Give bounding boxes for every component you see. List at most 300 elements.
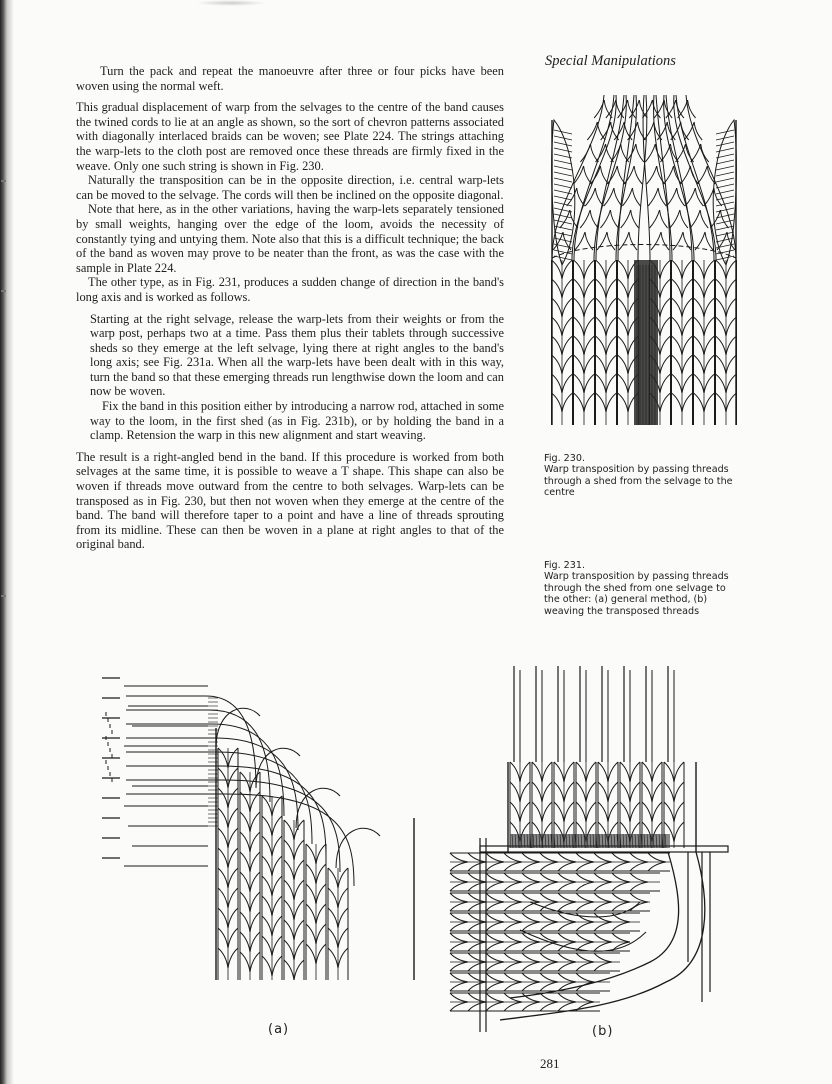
horizontal-braid-leaf [630, 853, 648, 862]
horizontal-braid-leaf [522, 922, 540, 931]
woven-column-leaf [218, 768, 228, 788]
woven-column-leaf [228, 748, 238, 768]
horizontal-braid-leaf [486, 862, 504, 871]
horizontal-braid-leaf [594, 882, 612, 891]
braid-column-leaf [584, 374, 595, 393]
braid-column-leaf [672, 355, 683, 374]
edge-mark [1, 595, 6, 597]
woven-column-leaf [576, 802, 586, 822]
strand-leaf [600, 210, 610, 228]
braid-column-leaf [584, 336, 595, 355]
woven-column-leaf [328, 928, 338, 948]
horizontal-braid-leaf [486, 922, 504, 931]
page-binding-shadow [0, 0, 14, 1084]
woven-column-leaf [250, 892, 260, 912]
horizontal-braid-leaf [486, 882, 504, 891]
horizontal-braid-leaf [522, 873, 540, 882]
woven-column-leaf [228, 848, 238, 868]
braid-column-leaf [694, 336, 705, 355]
horizontal-braid-leaf [450, 982, 468, 991]
horizontal-braid-leaf [522, 1002, 540, 1011]
lobe-hatch [554, 142, 572, 146]
woven-column-leaf [262, 836, 272, 856]
horizontal-braid-leaf [504, 962, 522, 971]
horizontal-braid-leaf [504, 913, 522, 922]
braid-column-leaf [596, 355, 607, 374]
woven-column-leaf [564, 802, 574, 822]
woven-column-leaf [218, 948, 228, 968]
horizontal-braid-leaf [468, 893, 486, 902]
woven-column-leaf [586, 802, 596, 822]
horizontal-braid-leaf [576, 882, 594, 891]
strand-leaf [673, 232, 683, 250]
horizontal-braid-leaf [450, 993, 468, 1002]
lobe-hatch [554, 178, 572, 182]
woven-column-leaf [240, 932, 250, 952]
horizontal-braid-leaf [594, 922, 612, 931]
horizontal-braid-leaf [594, 893, 612, 902]
woven-column-leaf [316, 884, 326, 904]
woven-column-leaf [316, 944, 326, 964]
horizontal-braid-leaf [486, 993, 504, 1002]
braid-column-leaf [672, 279, 683, 298]
braid-column-leaf [574, 374, 585, 393]
woven-column-leaf [586, 762, 596, 782]
woven-column-leaf [328, 888, 338, 908]
edge-mark [1, 180, 6, 182]
strand-leaf [647, 166, 657, 184]
lobe-hatch [554, 184, 572, 188]
lobe-hatch [716, 148, 734, 152]
woven-column-leaf [598, 802, 608, 822]
horizontal-braid-leaf [486, 962, 504, 971]
woven-column-leaf [306, 844, 316, 864]
horizontal-braid-leaf [594, 873, 612, 882]
braid-column-leaf [704, 393, 715, 412]
horizontal-braid-leaf [540, 922, 558, 931]
braid-column-leaf [606, 393, 617, 412]
woven-column-leaf [564, 762, 574, 782]
woven-column-leaf [576, 782, 586, 802]
woven-column-leaf [294, 860, 304, 880]
woven-column-leaf [652, 762, 662, 782]
horizontal-braid-leaf [648, 862, 666, 871]
horizontal-braid-leaf [522, 902, 540, 911]
horizontal-braid-leaf [504, 893, 522, 902]
lobe-hatch [716, 166, 734, 170]
braid-column-leaf [726, 374, 737, 393]
strand-leaf [634, 166, 642, 184]
woven-column-leaf [272, 956, 282, 976]
strand-leaf [654, 100, 664, 118]
woven-column-leaf [228, 808, 238, 828]
woven-column-leaf [284, 840, 294, 860]
woven-column-leaf [554, 762, 564, 782]
paragraph: Starting at the right selvage, release the warp-lets from their weights or from the warp post, perhaps two at a time. Pass them plus their tablets through successive sheds so they emerge at the left selvage, lying there at right angles to the band's long axis; see Fig. 231a. When all the warp-lets have been dealt with in this way, turn the band so that these emerging threads run lengthwise down the loom and can now be woven. [90, 311, 504, 399]
braid-column-leaf [726, 279, 737, 298]
woven-column-leaf [306, 884, 316, 904]
horizontal-braid-leaf [486, 913, 504, 922]
braid-column-leaf [682, 355, 693, 374]
braid-column-leaf [584, 317, 595, 336]
woven-column-leaf [328, 908, 338, 928]
horizontal-braid-leaf [540, 873, 558, 882]
horizontal-braid-leaf [504, 982, 522, 991]
woven-column-leaf [510, 762, 520, 782]
woven-column-leaf [630, 802, 640, 822]
woven-column-leaf [338, 908, 348, 928]
horizontal-braid-leaf [468, 973, 486, 982]
woven-column-leaf [620, 762, 630, 782]
horizontal-braid-leaf [468, 953, 486, 962]
woven-column-leaf [262, 956, 272, 976]
woven-column-leaf [520, 782, 530, 802]
horizontal-braid-leaf [450, 942, 468, 951]
braid-column-leaf [682, 336, 693, 355]
horizontal-braid-leaf [522, 982, 540, 991]
braid-column-leaf [672, 374, 683, 393]
woven-column-leaf [652, 802, 662, 822]
horizontal-braid-leaf [468, 882, 486, 891]
braid-column-leaf [584, 393, 595, 412]
braid-column-leaf [552, 317, 563, 336]
figure-231b-illustration [440, 662, 740, 1042]
strand-leaf [629, 100, 639, 118]
woven-column-leaf [306, 864, 316, 884]
braid-column-leaf [562, 317, 573, 336]
woven-column-leaf [250, 872, 260, 892]
braid-column-leaf [574, 317, 585, 336]
horizontal-braid-leaf [450, 973, 468, 982]
strand-leaf [650, 210, 660, 228]
woven-column-leaf [294, 840, 304, 860]
paragraph: Fix the band in this position either by introducing a narrow rod, attached in some way to the loom, in the first shed (as in Fig. 231b), or by holding the band in a clamp. Retension the warp in this new alignment and start weaving. [90, 399, 504, 443]
woven-column-leaf [576, 762, 586, 782]
braid-column-leaf [716, 374, 727, 393]
lobe-hatch [554, 256, 572, 260]
horizontal-braid-leaf [540, 913, 558, 922]
braid-column-leaf [618, 336, 629, 355]
horizontal-braid-leaf [522, 962, 540, 971]
procedure-block [76, 312, 504, 443]
horizontal-braid-leaf [522, 893, 540, 902]
braid-column-leaf [682, 393, 693, 412]
lobe-hatch [716, 232, 734, 236]
woven-column-leaf [642, 802, 652, 822]
braid-column-leaf [562, 374, 573, 393]
braid-column-leaf [694, 355, 705, 374]
braid-column-leaf [682, 260, 693, 279]
braid-column-leaf [694, 317, 705, 336]
strand-leaf [622, 188, 632, 206]
woven-column-leaf [674, 822, 684, 842]
woven-column-leaf [250, 932, 260, 952]
horizontal-braid-leaf [540, 882, 558, 891]
braid-column-leaf [726, 317, 737, 336]
braid-column-leaf [618, 298, 629, 317]
body-text [76, 64, 504, 552]
woven-column-leaf [620, 782, 630, 802]
horizontal-braid-leaf [612, 862, 630, 871]
horizontal-braid-leaf [504, 873, 522, 882]
horizontal-braid-leaf [558, 973, 576, 982]
woven-column-leaf [284, 900, 294, 920]
braid-column-leaf [704, 260, 715, 279]
horizontal-braid-leaf [486, 902, 504, 911]
horizontal-braid-leaf [576, 913, 594, 922]
braid-column-leaf [618, 374, 629, 393]
woven-column-leaf [520, 802, 530, 822]
braid-column-leaf [596, 393, 607, 412]
strand-leaf [574, 166, 584, 184]
horizontal-braid-leaf [594, 933, 612, 942]
figure-231-number: Fig. 231. [544, 560, 586, 571]
woven-column-leaf [228, 888, 238, 908]
horizontal-braid-leaf [504, 882, 522, 891]
running-head: Special Manipulations [545, 53, 676, 69]
woven-column-leaf [262, 876, 272, 896]
horizontal-braid-leaf [450, 902, 468, 911]
strand-leaf [636, 144, 644, 162]
braid-column-leaf [574, 393, 585, 412]
horizontal-braid-leaf [558, 902, 576, 911]
braid-column-leaf [704, 374, 715, 393]
woven-column-leaf [642, 762, 652, 782]
horizontal-braid-leaf [540, 933, 558, 942]
horizontal-braid-leaf [558, 853, 576, 862]
figure-231b-label: (b) [592, 1024, 614, 1039]
woven-column-leaf [218, 828, 228, 848]
lobe-hatch [716, 184, 734, 188]
braid-column-leaf [682, 279, 693, 298]
horizontal-braid-leaf [558, 962, 576, 971]
paragraph: The result is a right-angled bend in the band. If this procedure is worked from both selvages at the same time, it is possible to weave a T shape. This shape can also be woven if threads move outward from the centre to both selvages. Warp-lets can be transposed as in Fig. 230, but then not woven when they emerge at the centre of the band. The band will therefore taper to a point and have a line of threads sprouting from its midline. These can then be woven in a plane at right angles to that of the original band. [76, 449, 504, 552]
braid-column-leaf [716, 336, 727, 355]
strand-leaf [644, 122, 654, 140]
strand-leaf [648, 188, 658, 206]
woven-column-leaf [250, 852, 260, 872]
strand-leaf [651, 232, 661, 250]
horizontal-braid-leaf [522, 913, 540, 922]
strand-leaf [621, 210, 631, 228]
strand-leaf [619, 232, 629, 250]
woven-column-leaf [316, 844, 326, 864]
horizontal-braid-leaf [540, 993, 558, 1002]
woven-column-leaf [250, 812, 260, 832]
woven-column-leaf [284, 860, 294, 880]
woven-column-leaf [250, 912, 260, 932]
braid-column-leaf [682, 317, 693, 336]
woven-column-leaf [262, 856, 272, 876]
lobe-hatch [716, 196, 734, 200]
horizontal-braid-leaf [648, 853, 666, 862]
horizontal-braid-leaf [612, 913, 630, 922]
woven-column-leaf [228, 908, 238, 928]
woven-column-leaf [328, 948, 338, 968]
woven-column-leaf [240, 912, 250, 932]
horizontal-braid-leaf [468, 982, 486, 991]
braid-column-leaf [704, 298, 715, 317]
horizontal-braid-leaf [612, 933, 630, 942]
woven-column-leaf [240, 812, 250, 832]
horizontal-braid-leaf [594, 902, 612, 911]
strand-leaf [670, 210, 680, 228]
horizontal-braid-leaf [576, 873, 594, 882]
figure-230-text: Warp transposition by passing threads through a shed from the selvage to the centre [544, 464, 733, 499]
woven-column-leaf [218, 928, 228, 948]
horizontal-braid-leaf [558, 953, 576, 962]
horizontal-braid-leaf [540, 853, 558, 862]
horizontal-braid-leaf [468, 993, 486, 1002]
woven-column-leaf [664, 782, 674, 802]
figure-230-illustration [548, 90, 740, 430]
braid-column-leaf [606, 260, 617, 279]
woven-column-leaf [228, 788, 238, 808]
woven-column-leaf [272, 796, 282, 816]
braid-column-leaf [716, 317, 727, 336]
strand-leaf [638, 122, 646, 140]
horizontal-braid-leaf [450, 893, 468, 902]
horizontal-braid-leaf [450, 913, 468, 922]
braid-column-leaf [606, 355, 617, 374]
braid-column-leaf [726, 355, 737, 374]
horizontal-braid-leaf [522, 882, 540, 891]
lobe-hatch [554, 172, 572, 176]
strand-leaf [645, 144, 655, 162]
braid-column-leaf [574, 355, 585, 374]
woven-column-leaf [664, 762, 674, 782]
braid-column-leaf [584, 260, 595, 279]
woven-column-leaf [306, 904, 316, 924]
woven-column-leaf [608, 782, 618, 802]
horizontal-braid-leaf [558, 873, 576, 882]
woven-column-leaf [240, 872, 250, 892]
braid-column-leaf [704, 317, 715, 336]
woven-column-leaf [218, 908, 228, 928]
strand-leaf [710, 210, 720, 228]
woven-column-leaf [240, 772, 250, 792]
strand-leaf [661, 232, 669, 250]
woven-column-leaf [674, 782, 684, 802]
braid-column-leaf [660, 374, 671, 393]
horizontal-braid-leaf [576, 933, 594, 942]
woven-column-leaf [532, 802, 542, 822]
braid-column-leaf [596, 260, 607, 279]
braid-column-leaf [672, 260, 683, 279]
lobe-hatch [716, 172, 734, 176]
lobe-hatch [716, 226, 734, 230]
woven-column-leaf [262, 916, 272, 936]
braid-column-leaf [552, 260, 563, 279]
woven-column-leaf [294, 900, 304, 920]
horizontal-braid-leaf [594, 913, 612, 922]
braid-column-leaf [574, 336, 585, 355]
lobe-hatch [716, 142, 734, 146]
horizontal-braid-leaf [594, 862, 612, 871]
braid-column-leaf [606, 374, 617, 393]
horizontal-braid-leaf [486, 953, 504, 962]
horizontal-braid-leaf [576, 893, 594, 902]
horizontal-braid-leaf [558, 913, 576, 922]
woven-column-leaf [664, 802, 674, 822]
braid-column-leaf [672, 336, 683, 355]
horizontal-braid-leaf [468, 1002, 486, 1011]
horizontal-braid-leaf [576, 862, 594, 871]
woven-column-leaf [240, 832, 250, 852]
braid-column-leaf [552, 355, 563, 374]
braid-column-leaf [584, 279, 595, 298]
horizontal-braid-leaf [612, 853, 630, 862]
woven-column-leaf [294, 940, 304, 960]
strand-leaf [590, 210, 598, 228]
woven-column-leaf [272, 896, 282, 916]
lobe-hatch [554, 208, 572, 212]
lobe-hatch [554, 148, 572, 152]
braid-column-leaf [618, 260, 629, 279]
figure-231-caption [544, 560, 744, 617]
horizontal-braid-leaf [486, 933, 504, 942]
braid-column-leaf [584, 355, 595, 374]
lobe-hatch [554, 196, 572, 200]
horizontal-braid-leaf [468, 862, 486, 871]
braid-column-leaf [606, 317, 617, 336]
strand-leaf [695, 232, 705, 250]
horizontal-braid-leaf [540, 982, 558, 991]
horizontal-braid-leaf [486, 942, 504, 951]
woven-column-leaf [510, 802, 520, 822]
braid-column-leaf [618, 317, 629, 336]
horizontal-braid-leaf [450, 953, 468, 962]
braid-column-leaf [726, 393, 737, 412]
braid-column-leaf [562, 393, 573, 412]
paragraph: Naturally the transposition can be in the opposite direction, i.e. central warp-lets can be moved to the selvage. The cords will then be inclined on the opposite diagonal. [76, 173, 504, 202]
woven-column-leaf [228, 828, 238, 848]
horizontal-braid-leaf [558, 862, 576, 871]
woven-column-leaf [228, 868, 238, 888]
braid-column-leaf [682, 298, 693, 317]
woven-column-leaf [674, 762, 684, 782]
woven-column-leaf [228, 948, 238, 968]
braid-column-leaf [694, 374, 705, 393]
horizontal-braid-leaf [504, 973, 522, 982]
horizontal-braid-leaf [522, 953, 540, 962]
horizontal-braid-leaf [594, 853, 612, 862]
braid-column-leaf [596, 279, 607, 298]
horizontal-braid-leaf [576, 973, 594, 982]
strand-leaf [694, 122, 702, 140]
woven-column-leaf [284, 960, 294, 980]
bend-cap [216, 708, 260, 748]
woven-column-leaf [250, 952, 260, 972]
horizontal-braid-leaf [504, 942, 522, 951]
horizontal-braid-leaf [540, 973, 558, 982]
horizontal-braid-leaf [468, 902, 486, 911]
horizontal-braid-leaf [630, 873, 648, 882]
horizontal-braid-leaf [450, 962, 468, 971]
horizontal-braid-leaf [612, 893, 630, 902]
woven-column-leaf [608, 762, 618, 782]
horizontal-braid-leaf [450, 933, 468, 942]
horizontal-braid-leaf [522, 942, 540, 951]
horizontal-braid-leaf [504, 902, 522, 911]
horizontal-braid-leaf [558, 993, 576, 1002]
horizontal-braid-leaf [486, 873, 504, 882]
braid-column-leaf [552, 298, 563, 317]
woven-column-leaf [228, 768, 238, 788]
woven-column-leaf [284, 820, 294, 840]
woven-column-leaf [564, 782, 574, 802]
horizontal-braid-leaf [576, 902, 594, 911]
